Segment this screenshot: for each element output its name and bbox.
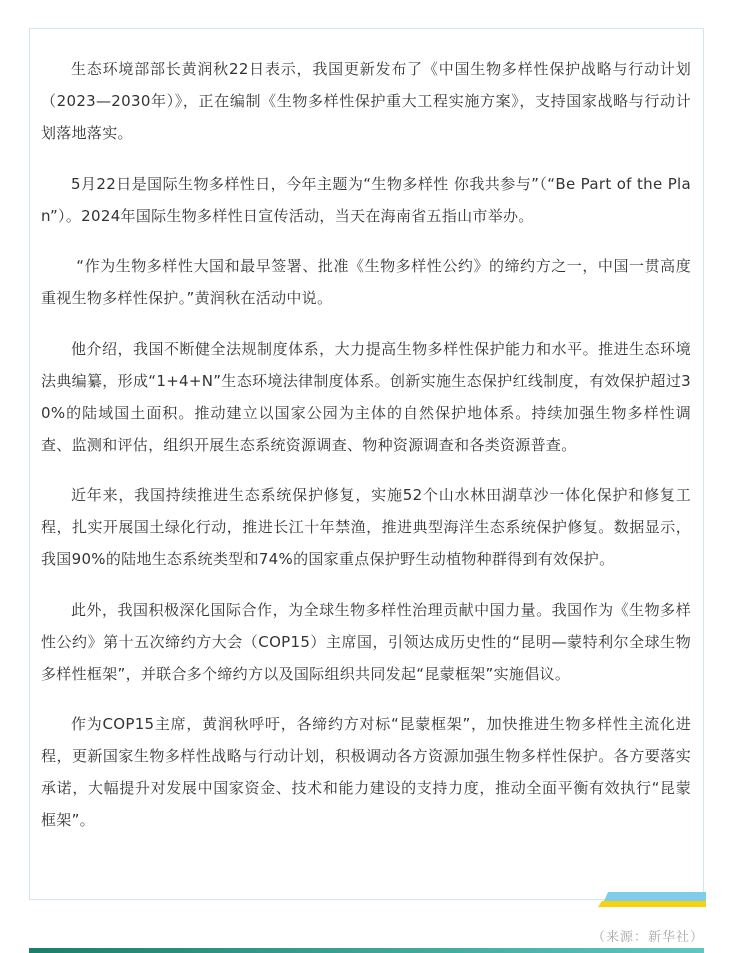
paragraph-4: 他介绍，我国不断健全法规制度体系，大力提高生物多样性保护能力和水平。推进生态环境法典编纂，形成“1+4+N”生态环境法律制度体系。创新实施生态保护红线制度，有效保护超过30%的陆域国土面积。推动建立以国家公园为主体的自然保护地体系。持续加强生物多样性调查、监测和评估，组织开展生态系统资源调查、物种资源调查和各类资源普查。 [41, 339, 691, 454]
corner-decoration [598, 890, 706, 908]
deco-blue-stripe [604, 892, 706, 901]
paragraph-6: 此外，我国积极深化国际合作，为全球生物多样性治理贡献中国力量。我国作为《生物多样性公约》第十五次缔约方大会（COP15）主席国，引领达成历史性的“昆明—蒙特利尔全球生物多样性框架”，并联合多个缔约方以及国际组织共同发起“昆蒙框架”实施倡议。 [41, 600, 691, 683]
paragraph-7: 作为COP15主席，黄润秋呼吁，各缔约方对标“昆蒙框架”，加快推进生物多样性主流化进程，更新国家生物多样性战略与行动计划，积极调动各方资源加强生物多样性保护。各方要落实承诺，大幅提升对发展中国家资金、技术和能力建设的支持力度，推动全面平衡有效执行“昆蒙框架”。 [41, 715, 691, 829]
source-credit: （来源：新华社） [591, 930, 704, 945]
paragraph-1: 生态环境部部长黄润秋22日表示，我国更新发布了《中国生物多样性保护战略与行动计划（2023—2030年）》，正在编制《生物多样性保护重大工程实施方案》，支持国家战略与行动计划落地落实。 [41, 60, 691, 142]
paragraph-5: 近年来，我国持续推进生态系统保护修复，实施52个山水林田湖草沙一体化保护和修复工程，扎实开展国土绿化行动，推进长江十年禁渔，推进典型海洋生态系统保护修复。数据显示，我国90%的陆地生态系统类型和74%的国家重点保护野生动植物种群得到有效保护。 [41, 486, 691, 568]
paragraph-3: “作为生物多样性大国和最早签署、批准《生物多样性公约》的缔约方之一，中国一贯高度重视生物多样性保护。”黄润秋在活动中说。 [41, 257, 691, 307]
paragraph-2: 5月22日是国际生物多样性日，今年主题为“生物多样性 你我共参与”（“Be Part of the Plan”）。2024年国际生物多样性日宣传活动，当天在海南省五指山市举办。 [41, 174, 691, 225]
deco-yellow-stripe [598, 901, 706, 907]
bottom-divider-bar [29, 948, 704, 953]
article-container [29, 28, 704, 900]
